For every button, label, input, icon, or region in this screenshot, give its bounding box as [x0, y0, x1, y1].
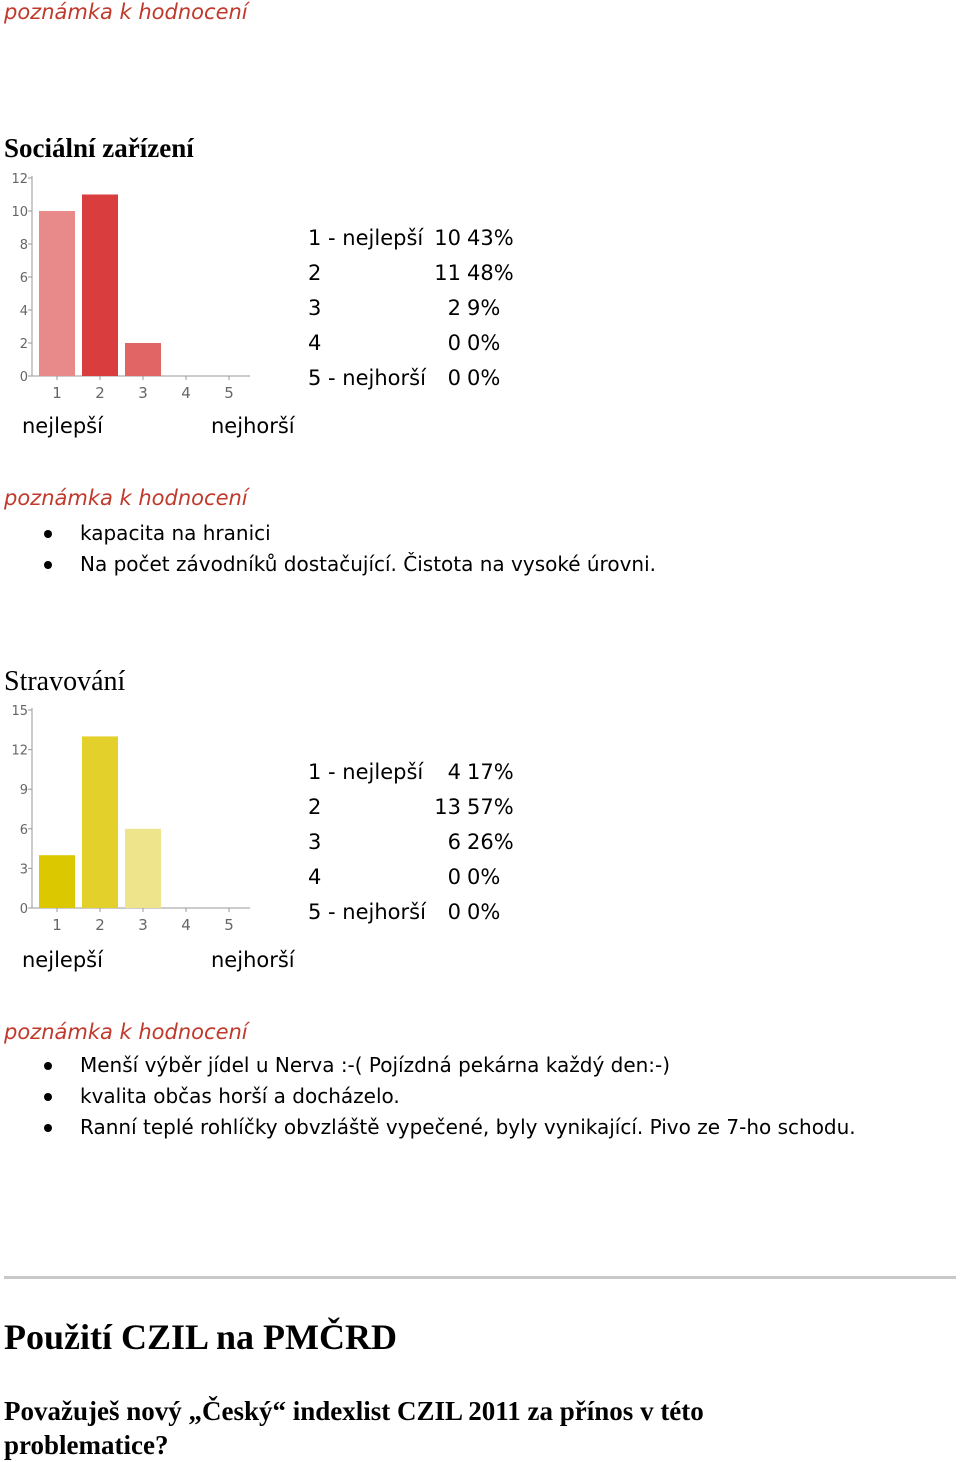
y-tick-label: 6 [19, 822, 28, 838]
summary-table-stravovani [308, 755, 514, 930]
bar [39, 855, 75, 908]
chart-socialni [0, 168, 260, 403]
bar [39, 211, 75, 376]
note-label: poznámka k hodnocení [4, 1020, 248, 1044]
question-text: Považuješ nový „Český“ indexlist CZIL 2011 za přínos v této problematice? [4, 1396, 704, 1460]
x-tick-label: 2 [95, 384, 105, 402]
section-title-stravovani: Stravování [4, 666, 126, 697]
note-list-socialni [0, 518, 960, 580]
bar [82, 736, 118, 908]
y-tick-label: 0 [19, 370, 28, 385]
row-label: 2 [308, 795, 322, 819]
summary-row [308, 755, 514, 790]
x-tick-label: 3 [138, 384, 148, 402]
bar [82, 195, 118, 377]
y-tick-label: 12 [11, 743, 28, 759]
list-item: Menší výběr jídel u Nerva :-( Pojízdná pekárna každý den:-) [0, 1050, 960, 1081]
y-tick-label: 10 [11, 205, 28, 220]
x-tick-label: 4 [181, 384, 191, 402]
x-tick-label: 5 [224, 916, 234, 934]
section-title-socialni: Sociální zařízení [4, 133, 194, 163]
summary-row [308, 361, 514, 396]
summary-row [308, 895, 514, 930]
y-tick-label: 4 [19, 304, 28, 319]
list-item: kvalita občas horší a docházelo. [0, 1081, 960, 1112]
y-tick-label: 8 [19, 238, 28, 253]
row-label: 1 - nejlepší [308, 760, 424, 784]
row-count: 0 [447, 900, 461, 924]
list-item: Ranní teplé rohlíčky obvzláště vypečené, byly vynikající. Pivo ze 7-ho schodu. [0, 1112, 960, 1143]
summary-row [308, 825, 514, 860]
row-count: 11 [434, 261, 461, 285]
row-pct: 43% [467, 226, 514, 250]
y-tick-label: 15 [11, 704, 28, 719]
x-tick-label: 1 [52, 384, 62, 402]
x-tick-label: 3 [138, 916, 148, 934]
row-pct: 0% [467, 366, 501, 390]
note-label-top: poznámka k hodnocení [4, 0, 248, 24]
summary-row [308, 221, 514, 256]
y-tick-label: 12 [11, 172, 28, 187]
row-label: 4 [308, 331, 322, 355]
row-label: 1 - nejlepší [308, 226, 424, 250]
row-pct: 17% [467, 760, 514, 784]
axis-label-worst: nejhorší [211, 414, 295, 438]
chart-stravovani [0, 700, 260, 935]
row-label: 5 - nejhorší [308, 900, 426, 924]
row-pct: 0% [467, 900, 501, 924]
row-count: 4 [447, 760, 461, 784]
summary-row [308, 256, 514, 291]
page-heading-czil: Použití CZIL na PMČRD [4, 1317, 398, 1357]
section-divider [4, 1276, 956, 1279]
summary-row [308, 790, 514, 825]
list-item: Na počet závodníků dostačující. Čistota na vysoké úrovni. [0, 549, 960, 580]
y-tick-label: 9 [19, 783, 28, 799]
y-tick-label: 2 [19, 337, 28, 352]
row-label: 4 [308, 865, 322, 889]
row-pct: 9% [467, 296, 501, 320]
axis-label-worst: nejhorší [211, 948, 295, 972]
x-tick-label: 2 [95, 916, 105, 934]
row-count: 10 [434, 226, 461, 250]
bar [125, 829, 161, 908]
row-label: 3 [308, 830, 322, 854]
note-label: poznámka k hodnocení [4, 486, 248, 510]
row-count: 0 [447, 366, 461, 390]
row-label: 5 - nejhorší [308, 366, 426, 390]
row-count: 0 [447, 865, 461, 889]
axis-label-best: nejlepší [22, 414, 103, 438]
y-tick-label: 3 [19, 862, 28, 878]
bar [125, 343, 161, 376]
summary-row [308, 326, 514, 361]
row-count: 6 [447, 830, 461, 854]
list-item: kapacita na hranici [0, 518, 960, 549]
summary-row [308, 860, 514, 895]
row-label: 3 [308, 296, 322, 320]
y-tick-label: 0 [19, 902, 28, 917]
row-pct: 0% [467, 865, 501, 889]
row-count: 2 [447, 296, 461, 320]
row-count: 13 [434, 795, 461, 819]
x-tick-label: 1 [52, 916, 62, 934]
row-pct: 0% [467, 331, 501, 355]
row-pct: 48% [467, 261, 514, 285]
note-list-stravovani [0, 1050, 960, 1143]
row-pct: 26% [467, 830, 514, 854]
summary-table-socialni [308, 221, 514, 396]
y-tick-label: 6 [19, 271, 28, 286]
x-tick-label: 5 [224, 384, 234, 402]
summary-row [308, 291, 514, 326]
axis-label-best: nejlepší [22, 948, 103, 972]
x-tick-label: 4 [181, 916, 191, 934]
row-pct: 57% [467, 795, 514, 819]
row-count: 0 [447, 331, 461, 355]
row-label: 2 [308, 261, 322, 285]
